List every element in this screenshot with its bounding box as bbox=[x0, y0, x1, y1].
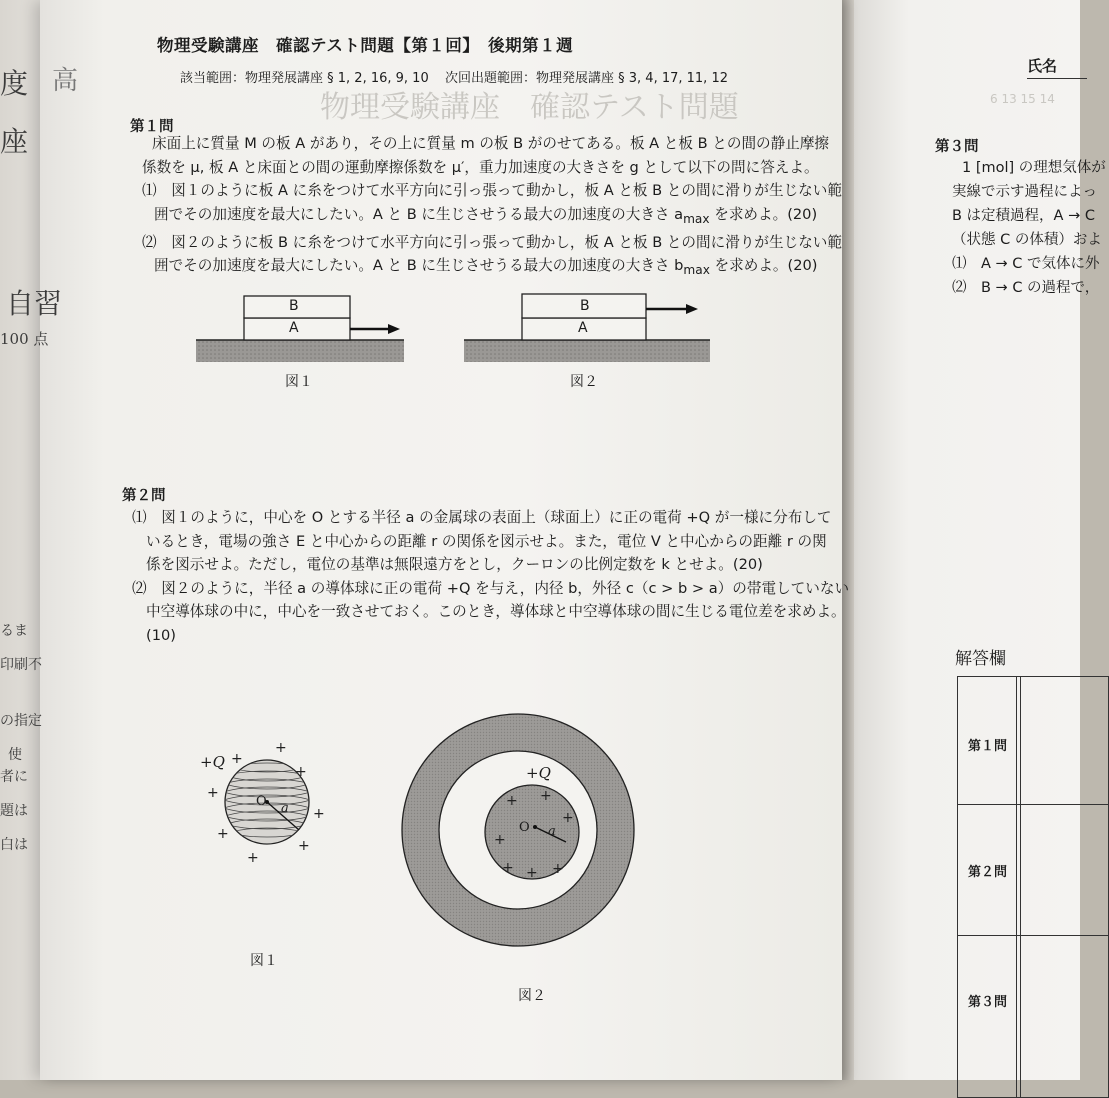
left-fragment: 白は bbox=[0, 837, 28, 853]
answer-column-divider bbox=[1016, 677, 1021, 1097]
fig2-label-b: B bbox=[580, 298, 590, 314]
svg-text:+: + bbox=[502, 860, 514, 876]
answer-row-label: 第３問 bbox=[968, 995, 1008, 1010]
q3-heading: 第３問 bbox=[935, 139, 979, 155]
answer-row-label: 第１問 bbox=[968, 739, 1008, 754]
q3-line: ⑵ B → C の過程で， bbox=[952, 280, 1100, 296]
q3-line: 1 [mol] の理想気体が bbox=[962, 160, 1106, 176]
q1-line: 係数を μ, 板 A と床面との間の運動摩擦係数を μ′，重力加速度の大きさを g として以下の問に答えよ。 bbox=[142, 158, 819, 176]
answer-row-divider bbox=[958, 804, 1108, 805]
q2-fig2-concentric bbox=[398, 710, 638, 950]
answer-row-divider bbox=[958, 935, 1108, 936]
left-fragment: 座 bbox=[0, 125, 29, 158]
svg-text:+: + bbox=[207, 785, 219, 801]
fig2-label-a: A bbox=[578, 320, 588, 336]
svg-text:+: + bbox=[295, 764, 307, 780]
left-fragment: 度 bbox=[0, 67, 29, 100]
sphere-radius-label: a bbox=[281, 801, 289, 816]
svg-text:+: + bbox=[506, 793, 518, 809]
svg-text:+: + bbox=[540, 788, 552, 804]
q1-line: ⑵ 図２のように板 B に糸をつけて水平方向に引っ張って動かし，板 A と板 B との間に滑りが生じない範 bbox=[142, 233, 842, 251]
left-fragment: 印刷不 bbox=[0, 657, 42, 673]
q1-line: 囲でその加速度を最大にしたい。A と B に生じさせうる最大の加速度の大きさ $a_{max}$ を求めよ。(20) bbox=[154, 205, 818, 226]
q2-line: ⑴ 図１のように，中心を O とする半径 a の金属球の表面上（球面上）に正の電荷 +Q が一様に分布して bbox=[132, 509, 832, 526]
q3-line: B は定積過程，A → C bbox=[952, 208, 1095, 224]
answer-table bbox=[957, 676, 1109, 1098]
bleed-through-text: 物理受験講座 確認テスト問題 bbox=[320, 90, 739, 125]
svg-text:+: + bbox=[298, 838, 310, 854]
q2-fig1-caption: 図１ bbox=[250, 953, 278, 969]
name-label: 氏名 bbox=[1027, 57, 1058, 75]
floor bbox=[196, 340, 404, 362]
q2-line: 中空導体球の中に，中心を一致させておく。このとき，導体球と中空導体球の間に生じる電位差を求めよ。 bbox=[146, 603, 846, 621]
sphere-center-label: O bbox=[256, 794, 267, 809]
svg-text:+: + bbox=[313, 806, 325, 822]
svg-text:+: + bbox=[562, 810, 574, 826]
svg-text:+: + bbox=[217, 826, 229, 842]
page-title: 物理受験講座 確認テスト問題【第１回】 後期第１週 bbox=[157, 36, 574, 55]
svg-text:+: + bbox=[494, 832, 506, 848]
answer-heading: 解答欄 bbox=[955, 649, 1006, 669]
sphere-charge-label: +Q bbox=[200, 753, 225, 771]
left-fragment: るま bbox=[0, 623, 28, 639]
floor bbox=[464, 340, 710, 362]
q1-line: ⑴ 図１のように板 A に糸をつけて水平方向に引っ張って動かし，板 A と板 B との間に滑りが生じない範 bbox=[142, 182, 842, 199]
left-fragment: 題は bbox=[0, 803, 28, 819]
svg-text:+: + bbox=[526, 865, 538, 881]
q2-text bbox=[132, 506, 849, 648]
name-underline bbox=[1027, 78, 1087, 79]
concentric-radius-label: a bbox=[548, 824, 556, 839]
concentric-charge-label: +Q bbox=[526, 764, 551, 782]
svg-text:+: + bbox=[247, 850, 259, 866]
fig1-caption: 図１ bbox=[285, 374, 313, 390]
fig1-label-b: B bbox=[289, 298, 299, 314]
left-fragment: 者に bbox=[0, 769, 28, 785]
svg-text:+: + bbox=[231, 751, 243, 767]
range-text: 該当範囲：物理発展講座 § 1, 2, 16, 9, 10 bbox=[180, 71, 429, 86]
q2-fig2-caption: 図２ bbox=[518, 988, 546, 1004]
q2-heading: 第２問 bbox=[122, 488, 166, 504]
answer-row-label: 第２問 bbox=[968, 865, 1008, 880]
fig1-label-a: A bbox=[289, 320, 299, 336]
svg-text:+: + bbox=[552, 861, 564, 877]
left-fragment: 使 bbox=[8, 747, 22, 763]
q1-figures bbox=[190, 285, 720, 405]
right-numbers: 6 13 15 14 bbox=[990, 92, 1055, 106]
next-range-text: 次回出題範囲：物理発展講座 § 3, 4, 17, 11, 12 bbox=[445, 71, 728, 86]
q3-line: ⑴ A → C で気体に外 bbox=[952, 256, 1100, 272]
left-fragment: 高 bbox=[52, 66, 79, 96]
left-fragment: 100 点 bbox=[0, 330, 49, 348]
q2-line: ⑵ 図２のように，半径 a の導体球に正の電荷 +Q を与え，内径 b，外径 c（c > b > a）の帯電していない bbox=[132, 579, 850, 597]
q1-fig1 bbox=[196, 296, 404, 362]
left-fragment: の指定 bbox=[0, 713, 42, 729]
q1-heading: 第１問 bbox=[130, 119, 174, 135]
concentric-center-label: O bbox=[519, 820, 530, 835]
svg-text:+: + bbox=[275, 740, 287, 756]
q3-text bbox=[952, 156, 1106, 300]
fig2-caption: 図２ bbox=[570, 374, 598, 390]
q2-line: いるとき，電場の強さ E と中心からの距離 r の関係を図示せよ。また，電位 V と中心からの距離 r の関 bbox=[146, 532, 827, 550]
q2-line: 係を図示せよ。ただし，電位の基準は無限遠方をとし，クーロンの比例定数を k とせよ。(20) bbox=[146, 556, 763, 574]
q1-line: 床面上に質量 M の板 A があり，その上に質量 m の板 B がのせてある。板 A と板 B との間の静止摩擦 bbox=[152, 135, 830, 152]
q1-line: 囲でその加速度を最大にしたい。A と B に生じさせうる最大の加速度の大きさ $b_{max}$ を求めよ。(20) bbox=[154, 257, 818, 278]
q3-line: 実線で示す過程によっ bbox=[952, 184, 1097, 200]
q2-line: (10) bbox=[146, 626, 176, 644]
q1-text bbox=[142, 132, 842, 283]
left-fragment: 自習 bbox=[6, 287, 63, 320]
q3-line: （状態 C の体積）およ bbox=[952, 232, 1102, 248]
